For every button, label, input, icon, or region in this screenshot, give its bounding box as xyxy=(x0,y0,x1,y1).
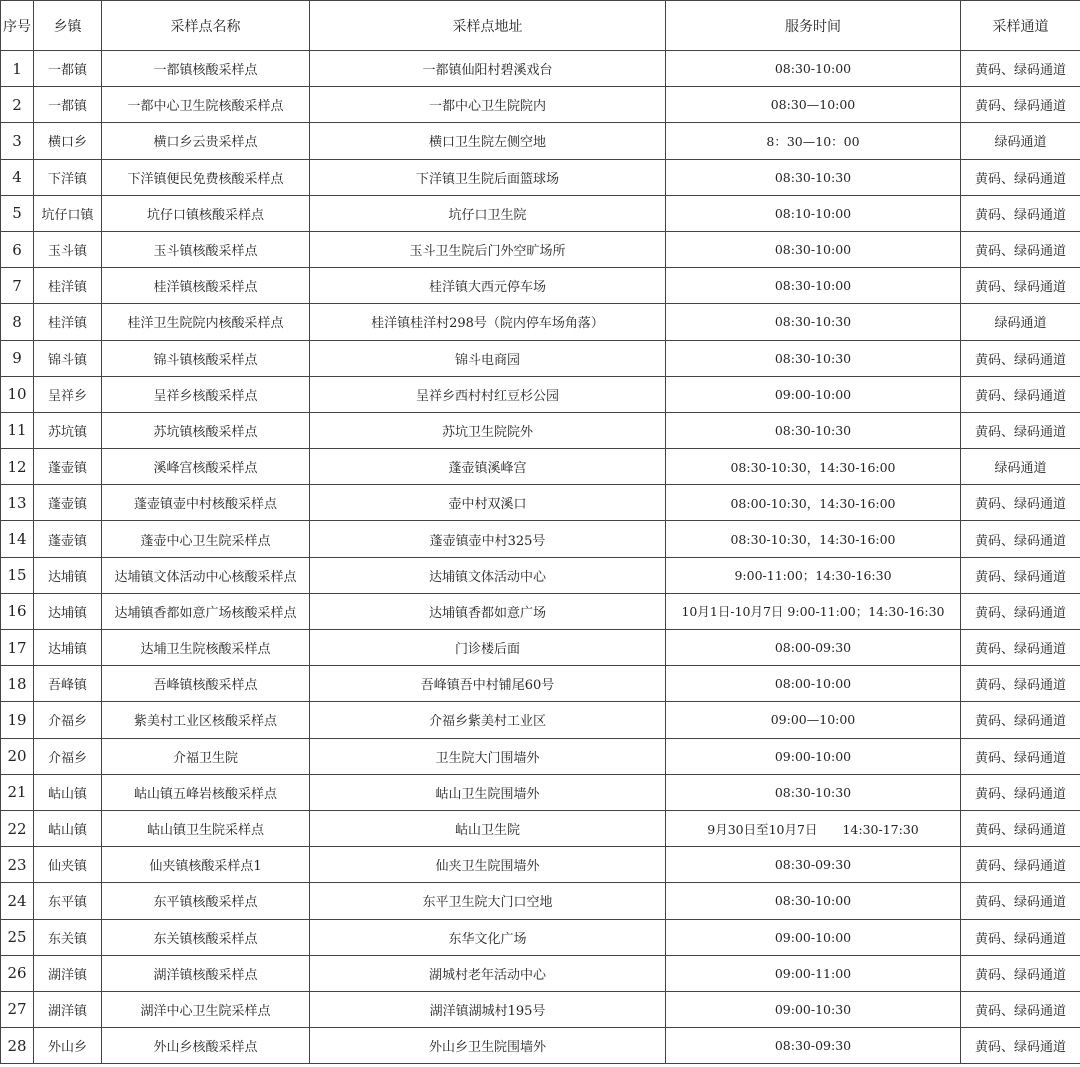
cell-index: 25 xyxy=(1,919,34,955)
cell-channel: 黄码、绿码通道 xyxy=(961,87,1080,123)
cell-channel: 黄码、绿码通道 xyxy=(961,268,1080,304)
cell-town: 桂洋镇 xyxy=(34,268,102,304)
cell-index: 4 xyxy=(1,159,34,195)
cell-site-address: 达埔镇文体活动中心 xyxy=(310,557,666,593)
cell-channel: 黄码、绿码通道 xyxy=(961,919,1080,955)
cell-channel: 黄码、绿码通道 xyxy=(961,847,1080,883)
cell-channel: 黄码、绿码通道 xyxy=(961,51,1080,87)
cell-index: 19 xyxy=(1,702,34,738)
cell-index: 9 xyxy=(1,340,34,376)
cell-site-address: 湖洋镇湖城村195号 xyxy=(310,991,666,1027)
cell-index: 12 xyxy=(1,449,34,485)
cell-channel: 绿码通道 xyxy=(961,449,1080,485)
cell-channel: 黄码、绿码通道 xyxy=(961,774,1080,810)
cell-service-hours: 08:30-10:30 xyxy=(666,304,961,340)
cell-site-name: 吾峰镇核酸采样点 xyxy=(102,666,310,702)
table-row xyxy=(1,51,1080,87)
cell-channel: 黄码、绿码通道 xyxy=(961,666,1080,702)
cell-town: 介福乡 xyxy=(34,738,102,774)
header-index: 序号 xyxy=(1,1,34,51)
cell-index: 26 xyxy=(1,955,34,991)
table-row xyxy=(1,883,1080,919)
cell-channel: 黄码、绿码通道 xyxy=(961,630,1080,666)
cell-service-hours: 08:30-10:00 xyxy=(666,883,961,919)
cell-channel: 黄码、绿码通道 xyxy=(961,955,1080,991)
header-channel: 采样通道 xyxy=(961,1,1080,51)
cell-index: 15 xyxy=(1,557,34,593)
cell-site-name: 一都中心卫生院核酸采样点 xyxy=(102,87,310,123)
cell-service-hours: 8：30—10：00 xyxy=(666,123,961,159)
table-row xyxy=(1,955,1080,991)
cell-site-address: 介福乡紫美村工业区 xyxy=(310,702,666,738)
table-row xyxy=(1,340,1080,376)
cell-index: 6 xyxy=(1,231,34,267)
cell-index: 11 xyxy=(1,412,34,448)
cell-service-hours: 08:30-10:00 xyxy=(666,51,961,87)
table-row xyxy=(1,87,1080,123)
cell-index: 17 xyxy=(1,630,34,666)
table-row xyxy=(1,412,1080,448)
cell-channel: 黄码、绿码通道 xyxy=(961,195,1080,231)
table-header-row xyxy=(1,1,1080,51)
cell-service-hours: 09:00-11:00 xyxy=(666,955,961,991)
cell-site-name: 玉斗镇核酸采样点 xyxy=(102,231,310,267)
cell-site-address: 坑仔口卫生院 xyxy=(310,195,666,231)
cell-site-address: 壶中村双溪口 xyxy=(310,485,666,521)
table-row xyxy=(1,268,1080,304)
cell-town: 横口乡 xyxy=(34,123,102,159)
cell-town: 仙夹镇 xyxy=(34,847,102,883)
cell-site-address: 岵山卫生院 xyxy=(310,810,666,846)
cell-index: 21 xyxy=(1,774,34,810)
cell-service-hours: 08:00-10:00 xyxy=(666,666,961,702)
cell-site-address: 苏坑卫生院院外 xyxy=(310,412,666,448)
cell-town: 吾峰镇 xyxy=(34,666,102,702)
cell-index: 24 xyxy=(1,883,34,919)
cell-index: 13 xyxy=(1,485,34,521)
cell-service-hours: 09:00—10:00 xyxy=(666,702,961,738)
table-row xyxy=(1,557,1080,593)
cell-town: 蓬壶镇 xyxy=(34,521,102,557)
table-row xyxy=(1,231,1080,267)
cell-service-hours: 08:30-10:30 xyxy=(666,159,961,195)
cell-site-address: 呈祥乡西村村红豆杉公园 xyxy=(310,376,666,412)
cell-site-address: 锦斗电商园 xyxy=(310,340,666,376)
cell-channel: 黄码、绿码通道 xyxy=(961,557,1080,593)
cell-site-name: 坑仔口镇核酸采样点 xyxy=(102,195,310,231)
cell-index: 28 xyxy=(1,1028,34,1064)
table-row xyxy=(1,847,1080,883)
cell-site-address: 一都中心卫生院院内 xyxy=(310,87,666,123)
cell-service-hours: 08:30-09:30 xyxy=(666,847,961,883)
cell-service-hours: 08:30-09:30 xyxy=(666,1028,961,1064)
cell-site-address: 门诊楼后面 xyxy=(310,630,666,666)
cell-channel: 黄码、绿码通道 xyxy=(961,702,1080,738)
cell-site-address: 桂洋镇大西元停车场 xyxy=(310,268,666,304)
cell-service-hours: 09:00-10:00 xyxy=(666,376,961,412)
cell-town: 蓬壶镇 xyxy=(34,485,102,521)
cell-site-name: 下洋镇便民免费核酸采样点 xyxy=(102,159,310,195)
cell-town: 达埔镇 xyxy=(34,557,102,593)
cell-site-name: 东平镇核酸采样点 xyxy=(102,883,310,919)
table-row xyxy=(1,1028,1080,1064)
cell-town: 湖洋镇 xyxy=(34,991,102,1027)
cell-channel: 黄码、绿码通道 xyxy=(961,412,1080,448)
cell-site-name: 紫美村工业区核酸采样点 xyxy=(102,702,310,738)
cell-site-name: 锦斗镇核酸采样点 xyxy=(102,340,310,376)
cell-site-name: 外山乡核酸采样点 xyxy=(102,1028,310,1064)
cell-service-hours: 08:00-09:30 xyxy=(666,630,961,666)
cell-index: 10 xyxy=(1,376,34,412)
cell-channel: 黄码、绿码通道 xyxy=(961,159,1080,195)
cell-service-hours: 08:30-10:30，14:30-16:00 xyxy=(666,449,961,485)
cell-service-hours: 9:00-11:00；14:30-16:30 xyxy=(666,557,961,593)
cell-service-hours: 08:30-10:30 xyxy=(666,774,961,810)
cell-town: 达埔镇 xyxy=(34,630,102,666)
table-row xyxy=(1,774,1080,810)
table-row xyxy=(1,195,1080,231)
cell-town: 玉斗镇 xyxy=(34,231,102,267)
table-row xyxy=(1,376,1080,412)
table-row xyxy=(1,991,1080,1027)
table-row xyxy=(1,123,1080,159)
cell-index: 27 xyxy=(1,991,34,1027)
cell-site-address: 横口卫生院左侧空地 xyxy=(310,123,666,159)
table-row xyxy=(1,630,1080,666)
table-row xyxy=(1,738,1080,774)
table-row xyxy=(1,449,1080,485)
cell-index: 8 xyxy=(1,304,34,340)
cell-site-address: 玉斗卫生院后门外空旷场所 xyxy=(310,231,666,267)
cell-service-hours: 09:00-10:00 xyxy=(666,738,961,774)
header-service-hours: 服务时间 xyxy=(666,1,961,51)
cell-channel: 黄码、绿码通道 xyxy=(961,1028,1080,1064)
cell-town: 苏坑镇 xyxy=(34,412,102,448)
cell-channel: 黄码、绿码通道 xyxy=(961,376,1080,412)
cell-site-address: 吾峰镇吾中村铺尾60号 xyxy=(310,666,666,702)
cell-site-name: 岵山镇卫生院采样点 xyxy=(102,810,310,846)
cell-service-hours: 08:00-10:30，14:30-16:00 xyxy=(666,485,961,521)
cell-channel: 绿码通道 xyxy=(961,304,1080,340)
cell-service-hours: 08:30-10:30 xyxy=(666,340,961,376)
cell-site-address: 湖城村老年活动中心 xyxy=(310,955,666,991)
cell-site-name: 湖洋中心卫生院采样点 xyxy=(102,991,310,1027)
cell-site-address: 桂洋镇桂洋村298号（院内停车场角落） xyxy=(310,304,666,340)
cell-channel: 黄码、绿码通道 xyxy=(961,883,1080,919)
cell-site-name: 呈祥乡核酸采样点 xyxy=(102,376,310,412)
cell-site-name: 岵山镇五峰岩核酸采样点 xyxy=(102,774,310,810)
cell-index: 22 xyxy=(1,810,34,846)
cell-site-name: 达埔镇香都如意广场核酸采样点 xyxy=(102,593,310,629)
cell-service-hours: 09:00-10:00 xyxy=(666,919,961,955)
cell-channel: 黄码、绿码通道 xyxy=(961,485,1080,521)
cell-town: 岵山镇 xyxy=(34,810,102,846)
cell-town: 呈祥乡 xyxy=(34,376,102,412)
cell-town: 东关镇 xyxy=(34,919,102,955)
cell-site-name: 仙夹镇核酸采样点1 xyxy=(102,847,310,883)
cell-channel: 黄码、绿码通道 xyxy=(961,521,1080,557)
cell-channel: 黄码、绿码通道 xyxy=(961,810,1080,846)
cell-town: 锦斗镇 xyxy=(34,340,102,376)
cell-site-address: 蓬壶镇溪峰宫 xyxy=(310,449,666,485)
cell-service-hours: 09:00-10:30 xyxy=(666,991,961,1027)
cell-town: 一都镇 xyxy=(34,87,102,123)
cell-town: 桂洋镇 xyxy=(34,304,102,340)
cell-town: 东平镇 xyxy=(34,883,102,919)
cell-site-address: 仙夹卫生院围墙外 xyxy=(310,847,666,883)
cell-channel: 黄码、绿码通道 xyxy=(961,593,1080,629)
cell-service-hours: 08:30-10:00 xyxy=(666,231,961,267)
cell-site-address: 蓬壶镇壶中村325号 xyxy=(310,521,666,557)
table-row xyxy=(1,810,1080,846)
cell-service-hours: 9月30日至10月7日 14:30-17:30 xyxy=(666,810,961,846)
cell-site-name: 蓬壶镇壶中村核酸采样点 xyxy=(102,485,310,521)
cell-service-hours: 08:30-10:30，14:30-16:00 xyxy=(666,521,961,557)
cell-site-name: 横口乡云贵采样点 xyxy=(102,123,310,159)
cell-index: 2 xyxy=(1,87,34,123)
cell-site-name: 东关镇核酸采样点 xyxy=(102,919,310,955)
table-row xyxy=(1,919,1080,955)
cell-service-hours: 10月1日-10月7日 9:00-11:00；14:30-16:30 xyxy=(666,593,961,629)
cell-site-name: 苏坑镇核酸采样点 xyxy=(102,412,310,448)
cell-town: 蓬壶镇 xyxy=(34,449,102,485)
cell-site-address: 外山乡卫生院围墙外 xyxy=(310,1028,666,1064)
cell-channel: 黄码、绿码通道 xyxy=(961,231,1080,267)
header-site-address: 采样点地址 xyxy=(310,1,666,51)
cell-index: 23 xyxy=(1,847,34,883)
cell-index: 20 xyxy=(1,738,34,774)
cell-town: 岵山镇 xyxy=(34,774,102,810)
cell-site-name: 达埔镇文体活动中心核酸采样点 xyxy=(102,557,310,593)
cell-channel: 绿码通道 xyxy=(961,123,1080,159)
cell-site-address: 东华文化广场 xyxy=(310,919,666,955)
cell-site-name: 湖洋镇核酸采样点 xyxy=(102,955,310,991)
cell-town: 下洋镇 xyxy=(34,159,102,195)
cell-site-name: 桂洋卫生院院内核酸采样点 xyxy=(102,304,310,340)
cell-service-hours: 08:10-10:00 xyxy=(666,195,961,231)
table-row xyxy=(1,159,1080,195)
cell-index: 1 xyxy=(1,51,34,87)
cell-site-name: 达埔卫生院核酸采样点 xyxy=(102,630,310,666)
cell-site-address: 岵山卫生院围墙外 xyxy=(310,774,666,810)
cell-town: 坑仔口镇 xyxy=(34,195,102,231)
cell-index: 5 xyxy=(1,195,34,231)
cell-site-address: 下洋镇卫生院后面篮球场 xyxy=(310,159,666,195)
table-row xyxy=(1,666,1080,702)
cell-service-hours: 08:30-10:00 xyxy=(666,268,961,304)
header-site-name: 采样点名称 xyxy=(102,1,310,51)
table-row xyxy=(1,593,1080,629)
cell-site-address: 达埔镇香都如意广场 xyxy=(310,593,666,629)
table-row xyxy=(1,702,1080,738)
cell-index: 3 xyxy=(1,123,34,159)
cell-service-hours: 08:30-10:30 xyxy=(666,412,961,448)
cell-town: 一都镇 xyxy=(34,51,102,87)
cell-town: 介福乡 xyxy=(34,702,102,738)
cell-channel: 黄码、绿码通道 xyxy=(961,340,1080,376)
cell-index: 7 xyxy=(1,268,34,304)
table-body xyxy=(1,51,1080,1064)
cell-site-address: 一都镇仙阳村碧溪戏台 xyxy=(310,51,666,87)
cell-site-name: 桂洋镇核酸采样点 xyxy=(102,268,310,304)
cell-town: 外山乡 xyxy=(34,1028,102,1064)
cell-site-address: 东平卫生院大门口空地 xyxy=(310,883,666,919)
cell-site-name: 溪峰宫核酸采样点 xyxy=(102,449,310,485)
cell-channel: 黄码、绿码通道 xyxy=(961,738,1080,774)
cell-index: 14 xyxy=(1,521,34,557)
table-row xyxy=(1,304,1080,340)
cell-site-name: 一都镇核酸采样点 xyxy=(102,51,310,87)
table-row xyxy=(1,521,1080,557)
cell-index: 18 xyxy=(1,666,34,702)
cell-channel: 黄码、绿码通道 xyxy=(961,991,1080,1027)
cell-town: 湖洋镇 xyxy=(34,955,102,991)
cell-town: 达埔镇 xyxy=(34,593,102,629)
cell-site-name: 介福卫生院 xyxy=(102,738,310,774)
cell-site-address: 卫生院大门围墙外 xyxy=(310,738,666,774)
cell-service-hours: 08:30—10:00 xyxy=(666,87,961,123)
header-town: 乡镇 xyxy=(34,1,102,51)
table-row xyxy=(1,485,1080,521)
cell-site-name: 蓬壶中心卫生院采样点 xyxy=(102,521,310,557)
cell-index: 16 xyxy=(1,593,34,629)
